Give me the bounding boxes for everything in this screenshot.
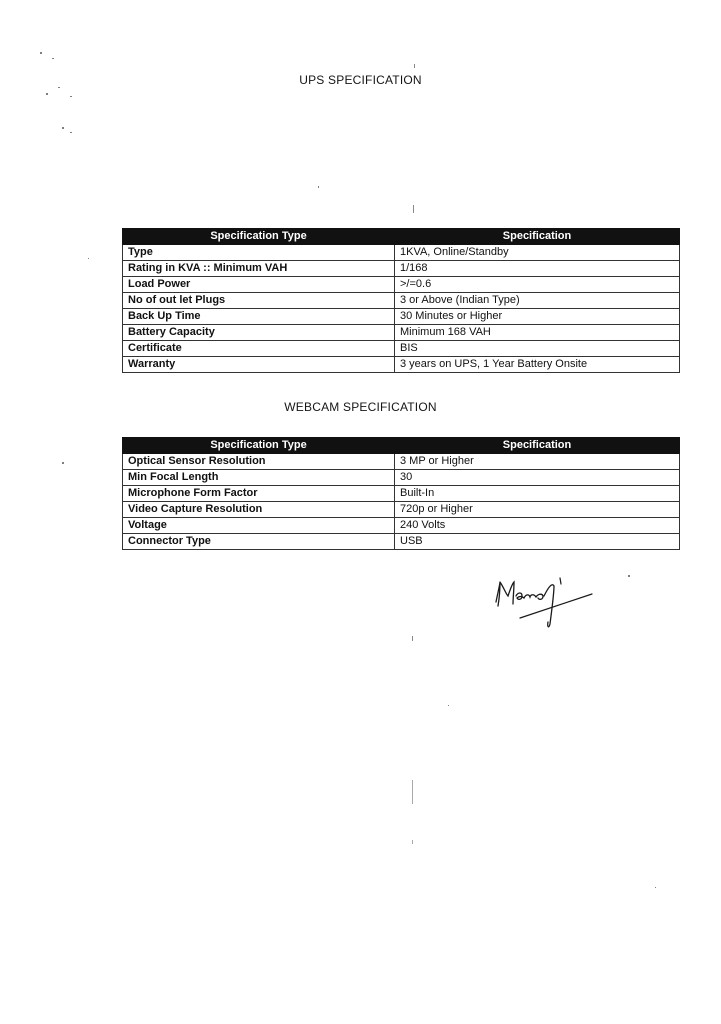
scan-line-mark [412, 840, 413, 844]
table-row [123, 502, 680, 518]
table-row [123, 341, 680, 357]
ups-spec-table [122, 228, 680, 373]
scan-speck [448, 705, 449, 706]
scan-speck [628, 575, 630, 577]
spec-value-cell: 3 MP or Higher [395, 454, 680, 470]
spec-type-cell: Certificate [123, 341, 395, 357]
table-row [123, 309, 680, 325]
scan-speck [655, 887, 656, 888]
ups-header-spec-type: Specification Type [123, 229, 395, 245]
webcam-header-spec-type: Specification Type [123, 438, 395, 454]
spec-type-cell: Back Up Time [123, 309, 395, 325]
scan-speck [62, 462, 64, 464]
spec-value-cell: 3 or Above (Indian Type) [395, 293, 680, 309]
spec-type-cell: Rating in KVA :: Minimum VAH [123, 261, 395, 277]
spec-value-cell: Built-In [395, 486, 680, 502]
spec-type-cell: Load Power [123, 277, 395, 293]
scan-speck [70, 96, 72, 97]
table-row [123, 277, 680, 293]
spec-value-cell: 1/168 [395, 261, 680, 277]
spec-type-cell: Connector Type [123, 534, 395, 550]
spec-value-cell: 3 years on UPS, 1 Year Battery Onsite [395, 357, 680, 373]
spec-type-cell: Warranty [123, 357, 395, 373]
scan-line-mark [414, 64, 415, 68]
spec-type-cell: Voltage [123, 518, 395, 534]
spec-value-cell: USB [395, 534, 680, 550]
handwritten-signature [488, 572, 598, 632]
ups-table-header-row [123, 229, 680, 245]
table-row [123, 293, 680, 309]
webcam-spec-table [122, 437, 680, 550]
scan-line-mark [413, 205, 414, 213]
ups-header-spec: Specification [395, 229, 680, 245]
table-row [123, 245, 680, 261]
spec-value-cell: >/=0.6 [395, 277, 680, 293]
ups-section-title: UPS SPECIFICATION [299, 73, 422, 87]
table-row [123, 454, 680, 470]
scan-speck [88, 258, 89, 259]
spec-type-cell: Type [123, 245, 395, 261]
webcam-header-spec: Specification [395, 438, 680, 454]
spec-type-cell: Optical Sensor Resolution [123, 454, 395, 470]
table-row [123, 518, 680, 534]
spec-value-cell: BIS [395, 341, 680, 357]
scan-speck [70, 132, 72, 133]
spec-value-cell: 720p or Higher [395, 502, 680, 518]
spec-value-cell: 240 Volts [395, 518, 680, 534]
scan-speck [46, 93, 48, 95]
webcam-section-title: WEBCAM SPECIFICATION [284, 400, 437, 414]
table-row [123, 357, 680, 373]
scan-speck [40, 52, 42, 54]
webcam-table-header-row [123, 438, 680, 454]
spec-value-cell: Minimum 168 VAH [395, 325, 680, 341]
scan-line-mark [412, 636, 413, 641]
scan-speck [52, 58, 54, 59]
scan-speck [318, 186, 319, 188]
spec-type-cell: Min Focal Length [123, 470, 395, 486]
table-row [123, 470, 680, 486]
table-row [123, 325, 680, 341]
spec-type-cell: Microphone Form Factor [123, 486, 395, 502]
spec-type-cell: Video Capture Resolution [123, 502, 395, 518]
table-row [123, 261, 680, 277]
scan-speck [62, 127, 64, 129]
spec-value-cell: 30 Minutes or Higher [395, 309, 680, 325]
spec-value-cell: 1KVA, Online/Standby [395, 245, 680, 261]
table-row [123, 534, 680, 550]
scan-line-mark [412, 780, 413, 804]
table-row [123, 486, 680, 502]
scan-speck [58, 87, 60, 88]
spec-value-cell: 30 [395, 470, 680, 486]
spec-type-cell: Battery Capacity [123, 325, 395, 341]
spec-type-cell: No of out let Plugs [123, 293, 395, 309]
